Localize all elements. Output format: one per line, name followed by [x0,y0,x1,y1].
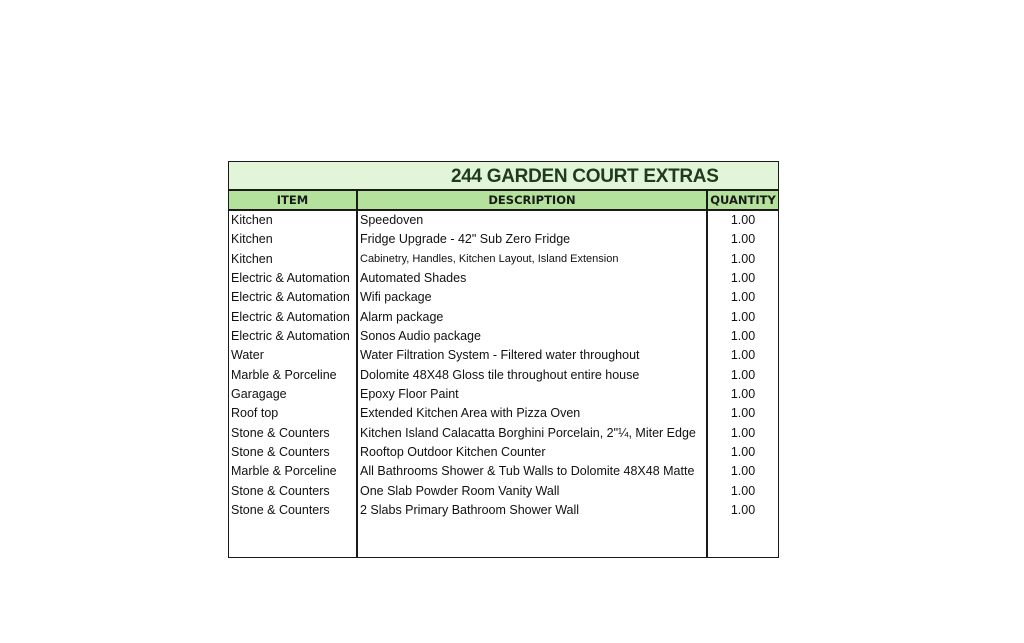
title-row [229,162,778,191]
description-cell: Sonos Audio package [360,329,481,344]
description-cell: Automated Shades [360,271,467,286]
description-cell: Rooftop Outdoor Kitchen Counter [360,445,546,460]
quantity-cell: 1.00 [730,271,756,286]
item-cell: Electric & Automation [231,290,350,305]
item-cell: Marble & Porceline [231,367,337,382]
quantity-cell: 1.00 [730,213,756,227]
description-cell: Epoxy Floor Paint [360,387,459,402]
description-cell: One Slab Powder Room Vanity Wall [360,483,560,498]
quantity-cell: 1.00 [730,290,756,305]
description-cell: Alarm package [360,309,444,324]
quantity-cell: 1.00 [730,251,756,266]
description-cell: Wifi package [360,290,432,305]
description-cell: Extended Kitchen Area with Pizza Oven [360,406,581,421]
description-cell: Dolomite 48X48 Gloss tile throughout entire house [360,367,640,382]
quantity-cell: 1.00 [730,348,756,363]
extras-table [228,161,779,558]
item-cell: Roof top [231,406,279,421]
table-title: 244 GARDEN COURT EXTRAS [451,166,719,187]
description-cell: All Bathrooms Shower & Tub Walls to Dolomite 48X48 Matte [360,464,695,479]
description-cell: Cabinetry, Handles, Kitchen Layout, Island Extension [360,252,619,265]
item-cell: Kitchen [231,213,273,227]
description-cell: 2 Slabs Primary Bathroom Shower Wall [360,503,580,518]
description-cell: Speedoven [360,213,424,227]
item-cell: Kitchen [231,232,273,247]
item-cell: Electric & Automation [231,309,350,324]
header-item: ITEM [229,191,358,209]
description-cell: Fridge Upgrade - 42" Sub Zero Fridge [360,232,571,247]
quantity-cell: 1.00 [730,406,756,421]
item-cell: Stone & Counters [231,445,330,460]
item-cell: Stone & Counters [231,425,330,440]
quantity-cell: 1.00 [730,464,756,479]
item-cell: Electric & Automation [231,271,350,286]
quantity-column [708,211,778,557]
header-quantity: QUANTITY [710,193,776,207]
quantity-cell: 1.00 [730,329,756,344]
quantity-cell: 1.00 [730,367,756,382]
description-column [358,211,708,557]
description-cell: Water Filtration System - Filtered water throughout [360,348,640,363]
quantity-cell: 1.00 [730,483,756,498]
quantity-cell: 1.00 [730,503,756,518]
header-description: DESCRIPTION [358,191,708,209]
quantity-cell: 1.00 [730,387,756,402]
item-cell: Stone & Counters [231,483,330,498]
item-cell: Electric & Automation [231,329,350,344]
quantity-cell: 1.00 [730,309,756,324]
description-cell: Kitchen Island Calacatta Borghini Porcelain, 2"¼, Miter Edge [360,425,696,440]
quantity-cell: 1.00 [730,445,756,460]
item-column [229,211,358,557]
item-cell: Garagage [231,387,287,402]
item-cell: Kitchen [231,251,273,266]
item-cell: Marble & Porceline [231,464,337,479]
header-row [229,191,778,211]
quantity-cell: 1.00 [730,232,756,247]
table-body [229,211,778,557]
quantity-cell: 1.00 [730,425,756,440]
item-cell: Stone & Counters [231,503,330,518]
item-cell: Water [231,348,264,363]
